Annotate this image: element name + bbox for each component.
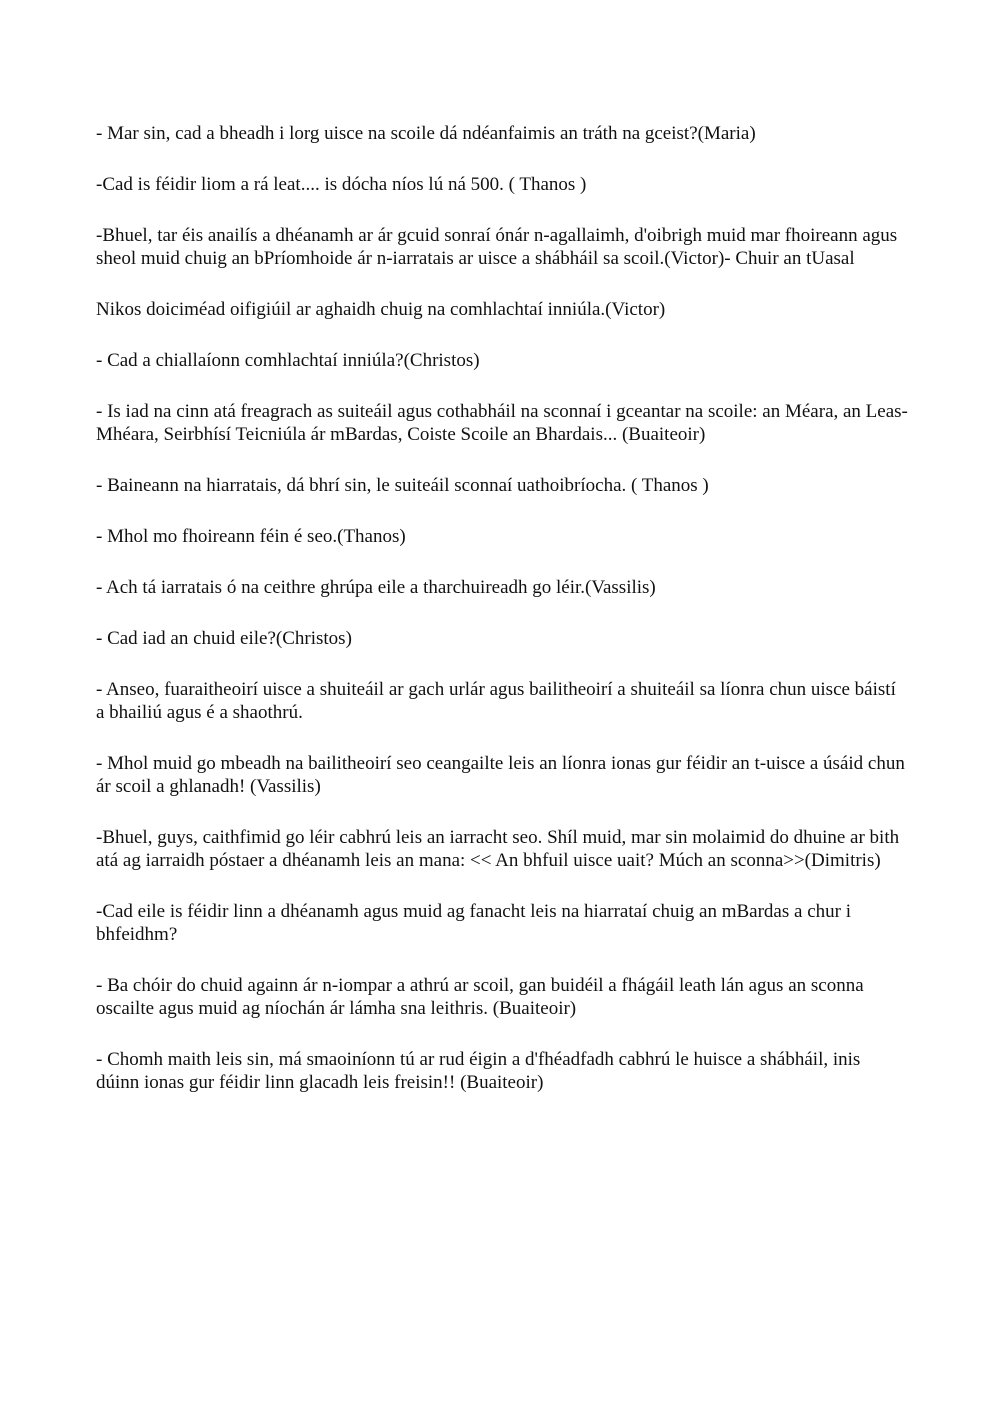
paragraph: -Bhuel, guys, caithfimid go léir cabhrú leis an iarracht seo. Shíl muid, mar sin molaimid do dhuine ar bith atá ag iarraidh póstaer a dhéanamh leis an mana: << An bhfuil uisce uait? Múch an sconna>>(Dimitris)	[96, 827, 900, 871]
paragraph: Nikos doiciméad oifigiúil ar aghaidh chuig na comhlachtaí inniúla.(Victor)	[96, 299, 666, 320]
paragraph: - Mhol muid go mbeadh na bailitheoirí seo ceangailte leis an líonra ionas gur féidir an t-uisce a úsáid chun ár scoil a ghlanadh! (Vassilis)	[96, 753, 905, 797]
paragraph: - Ba chóir do chuid againn ár n-iompar a athrú ar scoil, gan buidéil a fhágáil leath lán agus an sconna oscailte agus muid ag níochán ár lámha sna leithris. (Buaiteoir)	[96, 975, 864, 1019]
paragraph: - Is iad na cinn atá freagrach as suiteáil agus cothabháil na sconnaí i gceantar na scoile: an Méara, an Leas-Mhéara, Seirbhísí Teicniúla ár mBardas, Coiste Scoile an Bhardais... (Buaiteoir)	[96, 401, 908, 445]
paragraph: - Cad a chiallaíonn comhlachtaí inniúla?(Christos)	[96, 350, 480, 371]
paragraph: - Mhol mo fhoireann féin é seo.(Thanos)	[96, 526, 406, 547]
paragraph: - Baineann na hiarratais, dá bhrí sin, le suiteáil sconnaí uathoibríocha. ( Thanos )	[96, 475, 709, 496]
paragraph: - Anseo, fuaraitheoirí uisce a shuiteáil ar gach urlár agus bailitheoirí a shuiteáil sa líonra chun uisce báistí a bhailiú agus é a shaothrú.	[96, 679, 896, 723]
paragraph: -Cad eile is féidir linn a dhéanamh agus muid ag fanacht leis na hiarrataí chuig an mBardas a chur i bhfeidhm?	[96, 901, 851, 945]
paragraph: -Bhuel, tar éis anailís a dhéanamh ar ár gcuid sonraí ónár n-agallaimh, d'oibrigh muid mar fhoireann agus sheol muid chuig an bPríomhoide ár n-iarratais ar uisce a shábháil sa scoil.(Victor)- Chuir an tUasal	[96, 225, 898, 269]
paragraph: -Cad is féidir liom a rá leat.... is dócha níos lú ná 500. ( Thanos )	[96, 174, 587, 195]
paragraph: - Ach tá iarratais ó na ceithre ghrúpa eile a tharchuireadh go léir.(Vassilis)	[96, 577, 656, 598]
paragraph: - Chomh maith leis sin, má smaoiníonn tú ar rud éigin a d'fhéadfadh cabhrú le huisce a shábháil, inis dúinn ionas gur féidir linn glacadh leis freisin!! (Buaiteoir)	[96, 1049, 861, 1093]
paragraph: - Mar sin, cad a bheadh i lorg uisce na scoile dá ndéanfaimis an tráth na gceist?(Maria)	[96, 123, 756, 144]
document-body	[96, 122, 908, 1122]
paragraph: - Cad iad an chuid eile?(Christos)	[96, 628, 352, 649]
